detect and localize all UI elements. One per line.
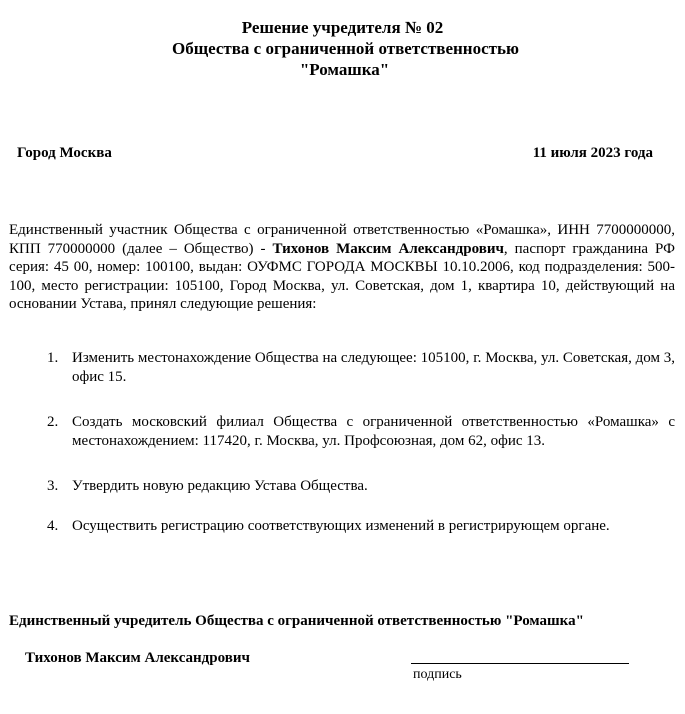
decision-text: Осуществить регистрацию соответствующих изменений в регистрирующем органе. (72, 518, 610, 534)
signer-name: Тихонов Максим Александрович (25, 650, 250, 666)
signature-line (411, 663, 629, 664)
participant-name: Тихонов Максим Александрович (272, 240, 504, 257)
decision-text: Утвердить новую редакцию Устава Общества. (72, 478, 368, 494)
decision-item (47, 477, 675, 496)
decision-number: 3. (47, 478, 59, 494)
document-date: 11 июля 2023 года (532, 145, 653, 161)
signature-label: подпись (413, 667, 462, 682)
decision-text: Создать московский филиал Общества с ограниченной ответственностью «Ромашка» с местонахождением: 117420, г. Москва, ул. Профсоюзная, дом 62, офис 13. (72, 414, 675, 449)
decision-number: 2. (47, 414, 59, 430)
decision-item (47, 413, 675, 450)
city: Город Москва (17, 145, 112, 161)
intro-text-part2: , паспорт гражданина РФ серия: 45 00, номер: 100100, выдан: ОУФМС ГОРОДА МОСКВЫ 10.10.2006, код подразделения: 500-100, место регистрации: 105100, Город Москва, ул. Советская, дом 1, квартира 10, действующий на основании Устава, принял следующие решения: (9, 240, 675, 313)
decision-number: 4. (47, 518, 59, 534)
intro-paragraph (9, 221, 675, 314)
document-subtitle: Общества с ограниченной ответственностью (172, 39, 519, 58)
decision-item (47, 517, 675, 536)
document-title: Решение учредителя № 02 (241, 18, 444, 37)
company-name: "Ромашка" (299, 60, 390, 79)
founder-title: Единственный учредитель Общества с ограниченной ответственностью "Ромашка" (9, 613, 584, 629)
decision-text: Изменить местонахождение Общества на следующее: 105100, г. Москва, ул. Советская, дом 3, офис 15. (72, 350, 675, 385)
decision-item (47, 349, 675, 386)
decision-number: 1. (47, 350, 59, 366)
intro-text-part1: Единственный участник Общества с ограниченной ответственностью «Ромашка», ИНН 7700000000, КПП 770000000 (далее – Общество) - (9, 222, 675, 257)
